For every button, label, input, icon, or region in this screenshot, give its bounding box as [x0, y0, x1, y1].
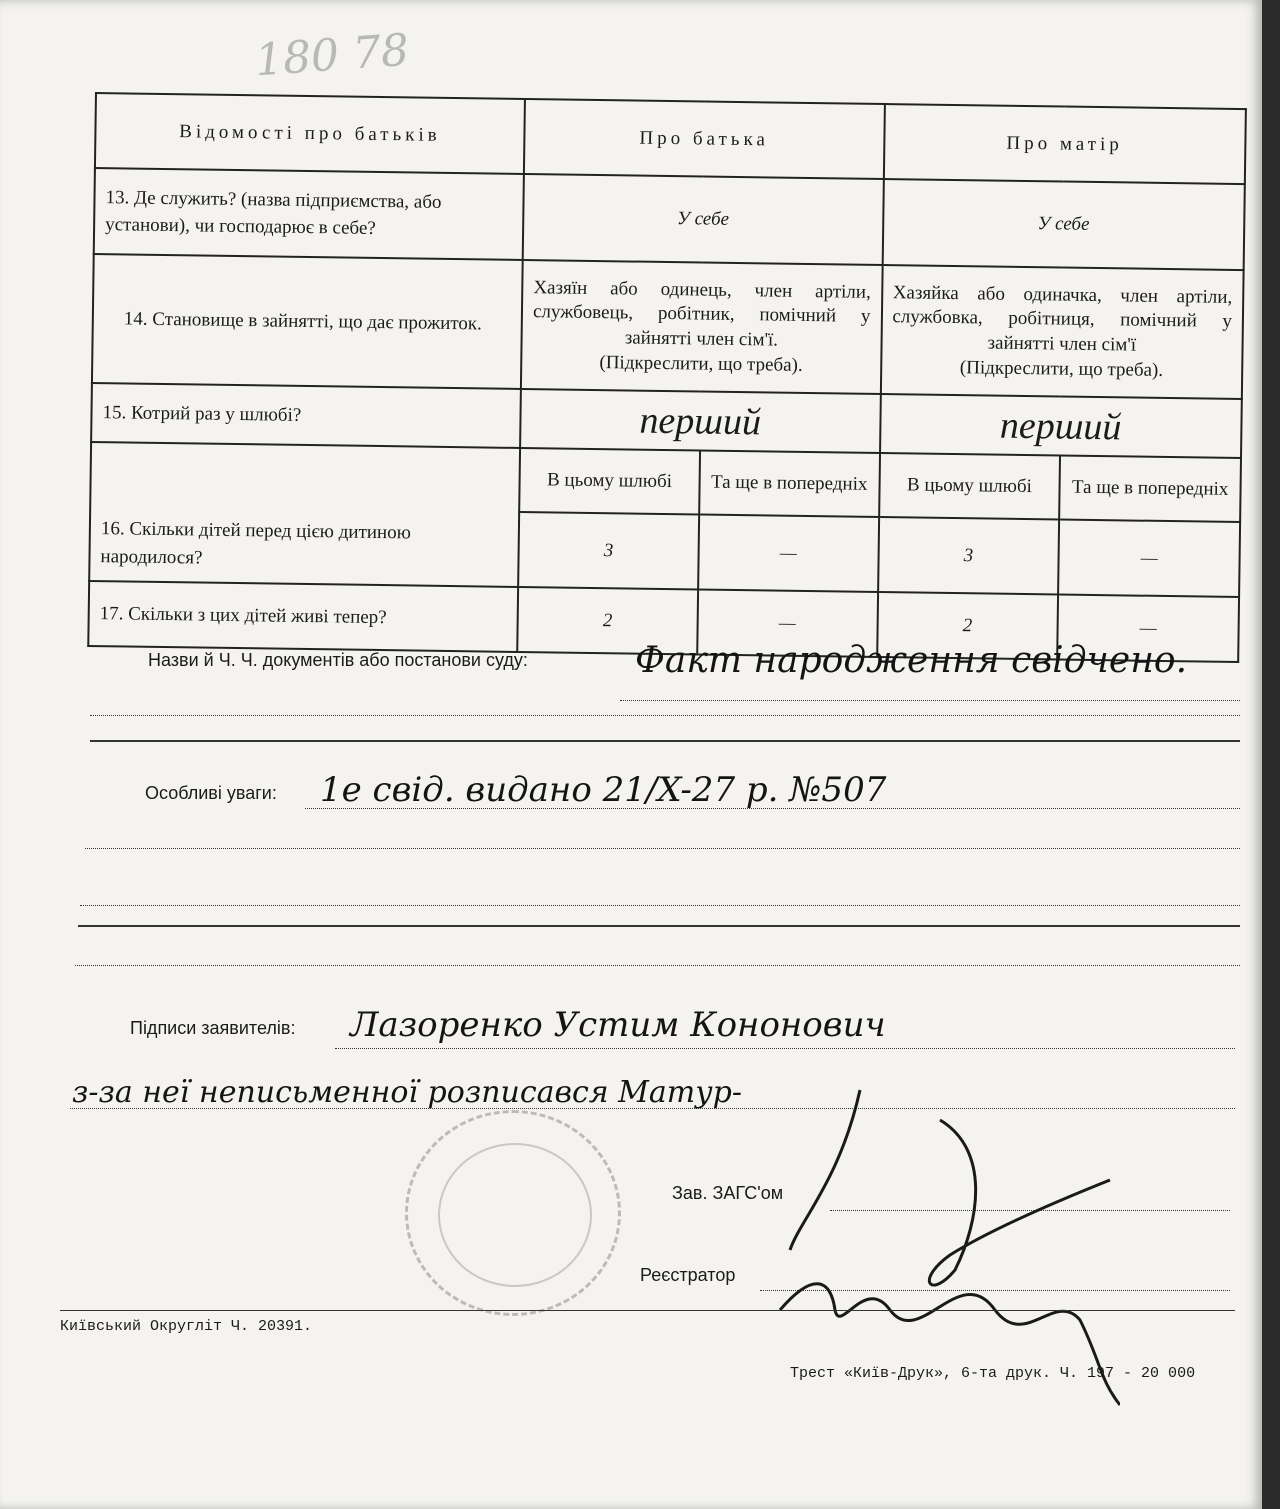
header-father: Про батька	[524, 99, 884, 179]
remarks-value: 1е свід. видано 21/X-27 р. №507	[320, 770, 887, 810]
q17-label: 17. Скільки з цих дітей живі тепер?	[88, 581, 518, 652]
documents-line-3	[90, 740, 1240, 742]
subheader-mother-prev: Та ще в попередніх	[1059, 455, 1241, 522]
q13-father-answer: У себе	[523, 174, 884, 265]
q16-mother-this: 3	[878, 517, 1060, 595]
remarks-line-5	[75, 965, 1240, 966]
remarks-line-2	[85, 848, 1240, 849]
remarks-line-4	[78, 925, 1240, 927]
documents-line-2	[90, 715, 1240, 716]
q16-mother-prev: —	[1058, 520, 1240, 598]
signature-line-2: з-за неї неписьменної розписався Матур-	[72, 1075, 742, 1110]
q17-mother-prev: —	[1057, 595, 1239, 662]
footer-rule	[60, 1310, 1235, 1311]
page-edge-shadow	[1262, 0, 1280, 1509]
q17-mother-this: 2	[877, 592, 1059, 659]
q15-label: 15. Котрий раз у шлюбі?	[91, 383, 521, 447]
subheader-father-prev: Та ще в попередніх	[699, 450, 880, 517]
q14-mother-note: (Підкреслити, що треба).	[959, 356, 1164, 381]
signatures-label: Підписи заявителів:	[130, 1018, 296, 1038]
parents-info-table	[87, 92, 1247, 663]
documents-value: Факт народження свідчено.	[635, 640, 1188, 681]
footer-right: Трест «Київ-Друк», 6-та друк. Ч. 197 - 20 000	[790, 1365, 1196, 1382]
q16-label: 16. Скільки дітей перед цією дитиною народилося?	[89, 442, 520, 588]
signature-line-1: Лазоренко Устим Кононович	[350, 1005, 886, 1045]
pencil-note: 180 78	[253, 24, 411, 87]
q17-father-this: 2	[517, 587, 698, 654]
official-signatures-drawing	[740, 1060, 1120, 1410]
q14-father-options	[521, 260, 882, 394]
header-info: Відомості про батьків	[95, 93, 525, 174]
row-13	[94, 168, 1245, 270]
q13-mother-answer: У себе	[882, 179, 1245, 270]
q16-father-this: 3	[518, 512, 699, 590]
q17-father-prev: —	[697, 590, 878, 657]
remarks-line-1	[305, 808, 1240, 809]
q15-father-answer: перший	[520, 389, 880, 452]
remarks-label: Особливі уваги:	[145, 783, 277, 803]
official-stamp-inner	[438, 1143, 592, 1287]
subheader-mother-this: В цьому шлюбі	[879, 453, 1061, 520]
footer-left: Київський Округліт Ч. 20391.	[60, 1318, 313, 1335]
documents-line-1	[620, 700, 1240, 701]
row-14	[92, 254, 1244, 399]
q13-label: 13. Де служить? (назва підприємства, або установи), чи господарює в себе?	[94, 168, 524, 260]
header-mother: Про матір	[883, 104, 1246, 184]
head-registry-label: Зав. ЗАГС'ом	[672, 1183, 784, 1203]
q14-label: 14. Становище в зайнятті, що дає прожиток.	[92, 254, 523, 389]
q14-father-note: (Підкреслити, що треба).	[599, 351, 803, 376]
q14-mother-options	[880, 265, 1243, 399]
registrar-label: Реєстратор	[640, 1265, 736, 1285]
remarks-line-3	[80, 905, 1240, 906]
subheader-father-this: В цьому шлюбі	[519, 448, 700, 515]
documents-label: Назви й Ч. Ч. документів або постанови суду:	[148, 650, 528, 670]
q16-father-prev: —	[698, 515, 879, 593]
q15-mother-answer: перший	[880, 394, 1242, 457]
signature-dotted-1	[335, 1048, 1235, 1049]
official-stamp	[405, 1110, 621, 1316]
q14-father-options-text: Хазяїн або одинець, член артіли, службовець, робітник, помічний у зайнятті член сім'ї.	[532, 276, 871, 351]
q14-mother-options-text: Хазяйка або одиначка, член артіли, службовка, робітниця, помічний у зайнятті член сім'ї	[892, 281, 1233, 356]
